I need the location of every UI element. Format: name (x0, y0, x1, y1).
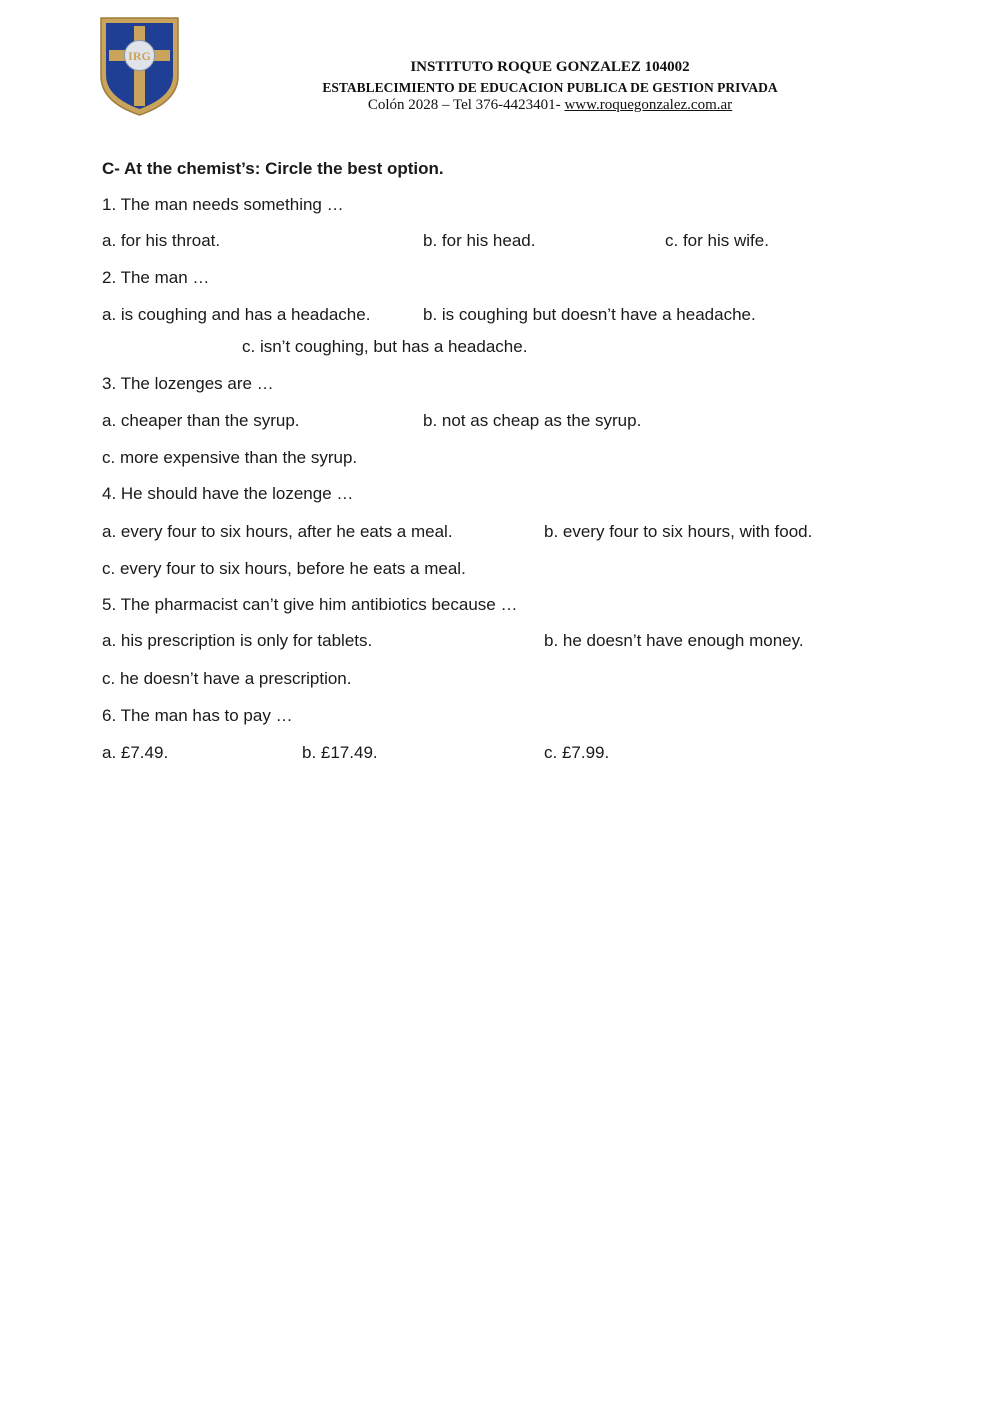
question-1: 1. The man needs something … (102, 195, 344, 214)
question-6-option-b[interactable]: b. £17.49. (302, 743, 378, 762)
question-2: 2. The man … (102, 268, 210, 287)
question-5: 5. The pharmacist can’t give him antibiotics because … (102, 595, 518, 614)
question-2-option-c[interactable]: c. isn’t coughing, but has a headache. (242, 337, 528, 356)
question-1-option-b[interactable]: b. for his head. (423, 231, 536, 250)
question-4-option-c[interactable]: c. every four to six hours, before he eats a meal. (102, 559, 466, 578)
question-5-option-b[interactable]: b. he doesn’t have enough money. (544, 631, 804, 650)
question-2-option-b[interactable]: b. is coughing but doesn’t have a headache. (423, 305, 756, 324)
question-3-option-a[interactable]: a. cheaper than the syrup. (102, 411, 300, 430)
question-3: 3. The lozenges are … (102, 374, 274, 393)
exercise-title: C- At the chemist’s: Circle the best option. (102, 159, 444, 178)
question-1-option-a[interactable]: a. for his throat. (102, 231, 221, 250)
question-4-option-a[interactable]: a. every four to six hours, after he eats a meal. (102, 522, 453, 541)
question-5-option-a[interactable]: a. his prescription is only for tablets. (102, 631, 373, 650)
institution-contact (250, 97, 850, 114)
question-4: 4. He should have the lozenge … (102, 484, 354, 503)
question-3-option-b[interactable]: b. not as cheap as the syrup. (423, 411, 642, 430)
address: Colón 2028 – Tel 376-4423401- (367, 97, 565, 113)
question-6-option-c[interactable]: c. £7.99. (544, 743, 610, 762)
question-2-option-a[interactable]: a. is coughing and has a headache. (102, 305, 371, 324)
institution-name: INSTITUTO ROQUE GONZALEZ 104002 (410, 59, 690, 75)
question-4-option-b[interactable]: b. every four to six hours, with food. (544, 522, 813, 541)
question-6: 6. The man has to pay … (102, 706, 293, 725)
question-1-option-c[interactable]: c. for his wife. (665, 231, 769, 250)
website-link[interactable]: www.roquegonzalez.com.ar (564, 97, 733, 113)
logo-monogram: IRG (128, 49, 151, 63)
institution-subtitle: ESTABLECIMIENTO DE EDUCACION PUBLICA DE GESTION PRIVADA (322, 80, 778, 95)
school-shield-logo (97, 14, 182, 118)
question-5-option-c[interactable]: c. he doesn’t have a prescription. (102, 669, 352, 688)
question-6-option-a[interactable]: a. £7.49. (102, 743, 169, 762)
question-3-option-c[interactable]: c. more expensive than the syrup. (102, 448, 358, 467)
